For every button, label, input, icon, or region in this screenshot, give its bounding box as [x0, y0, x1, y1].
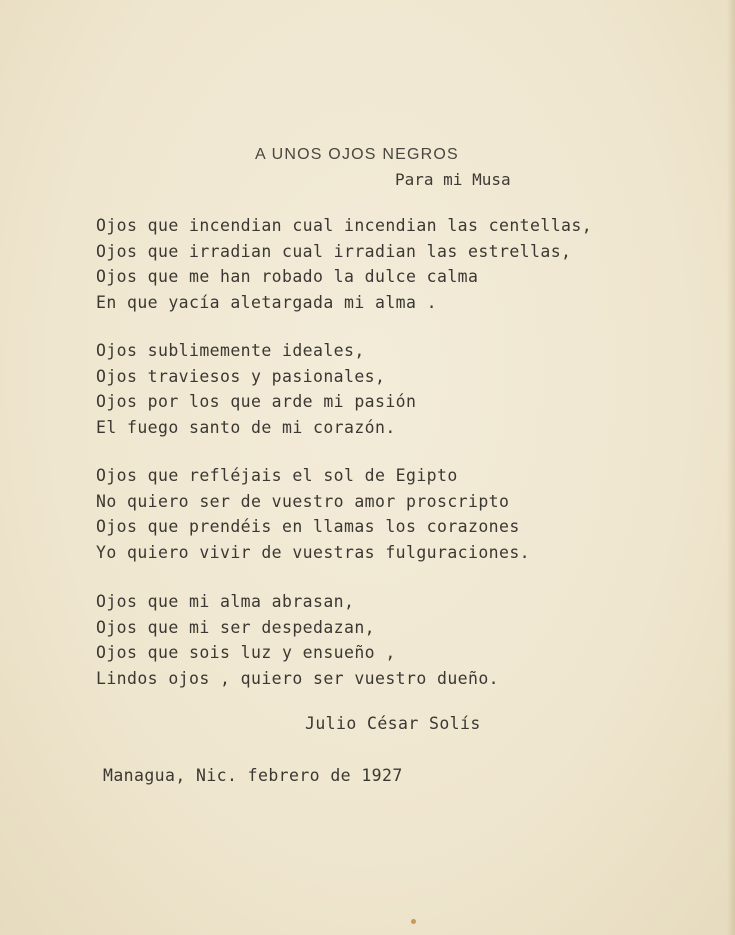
poem-title: A UNOS OJOS NEGROS: [255, 146, 459, 163]
stanza-2: [96, 338, 416, 440]
verse-line: El fuego santo de mi corazón.: [96, 417, 396, 437]
verse-line: Ojos traviesos y pasionales,: [96, 366, 386, 386]
verse-line: Ojos que incendian cual incendian las centellas,: [96, 216, 593, 235]
place-date: Managua, Nic. febrero de 1927: [103, 766, 403, 785]
verse-line: Ojos que mi ser despedazan,: [96, 617, 376, 637]
verse-line: Ojos que me han robado la dulce calma: [96, 267, 479, 286]
author-signature: Julio César Solís: [305, 714, 481, 733]
verse-line: No quiero ser de vuestro amor proscripto: [96, 491, 510, 511]
verse-line: Ojos sublimemente ideales,: [96, 341, 365, 360]
verse-line: Lindos ojos , quiero ser vuestro dueño.: [96, 668, 500, 688]
verse-line: Yo quiero vivir de vuestras fulguraciones.: [96, 542, 531, 562]
paper-edge-shadow: [727, 0, 735, 935]
verse-line: Ojos por los que arde mi pasión: [96, 392, 417, 411]
verse-line: Ojos que mi alma abrasan,: [96, 592, 355, 611]
poem-dedication: Para mi Musa: [395, 170, 511, 189]
verse-line: En que yacía aletargada mi alma .: [96, 292, 438, 312]
stanza-1: [96, 213, 592, 315]
verse-line: Ojos que irradian cual irradian las estrellas,: [96, 241, 572, 261]
paper-stain: [411, 919, 416, 924]
verse-line: Ojos que sois luz y ensueño ,: [96, 643, 396, 662]
verse-line: Ojos que prendéis en llamas los corazones: [96, 517, 520, 536]
stanza-3: [96, 463, 530, 565]
stanza-4: [96, 589, 499, 691]
verse-line: Ojos que refléjais el sol de Egipto: [96, 466, 458, 485]
